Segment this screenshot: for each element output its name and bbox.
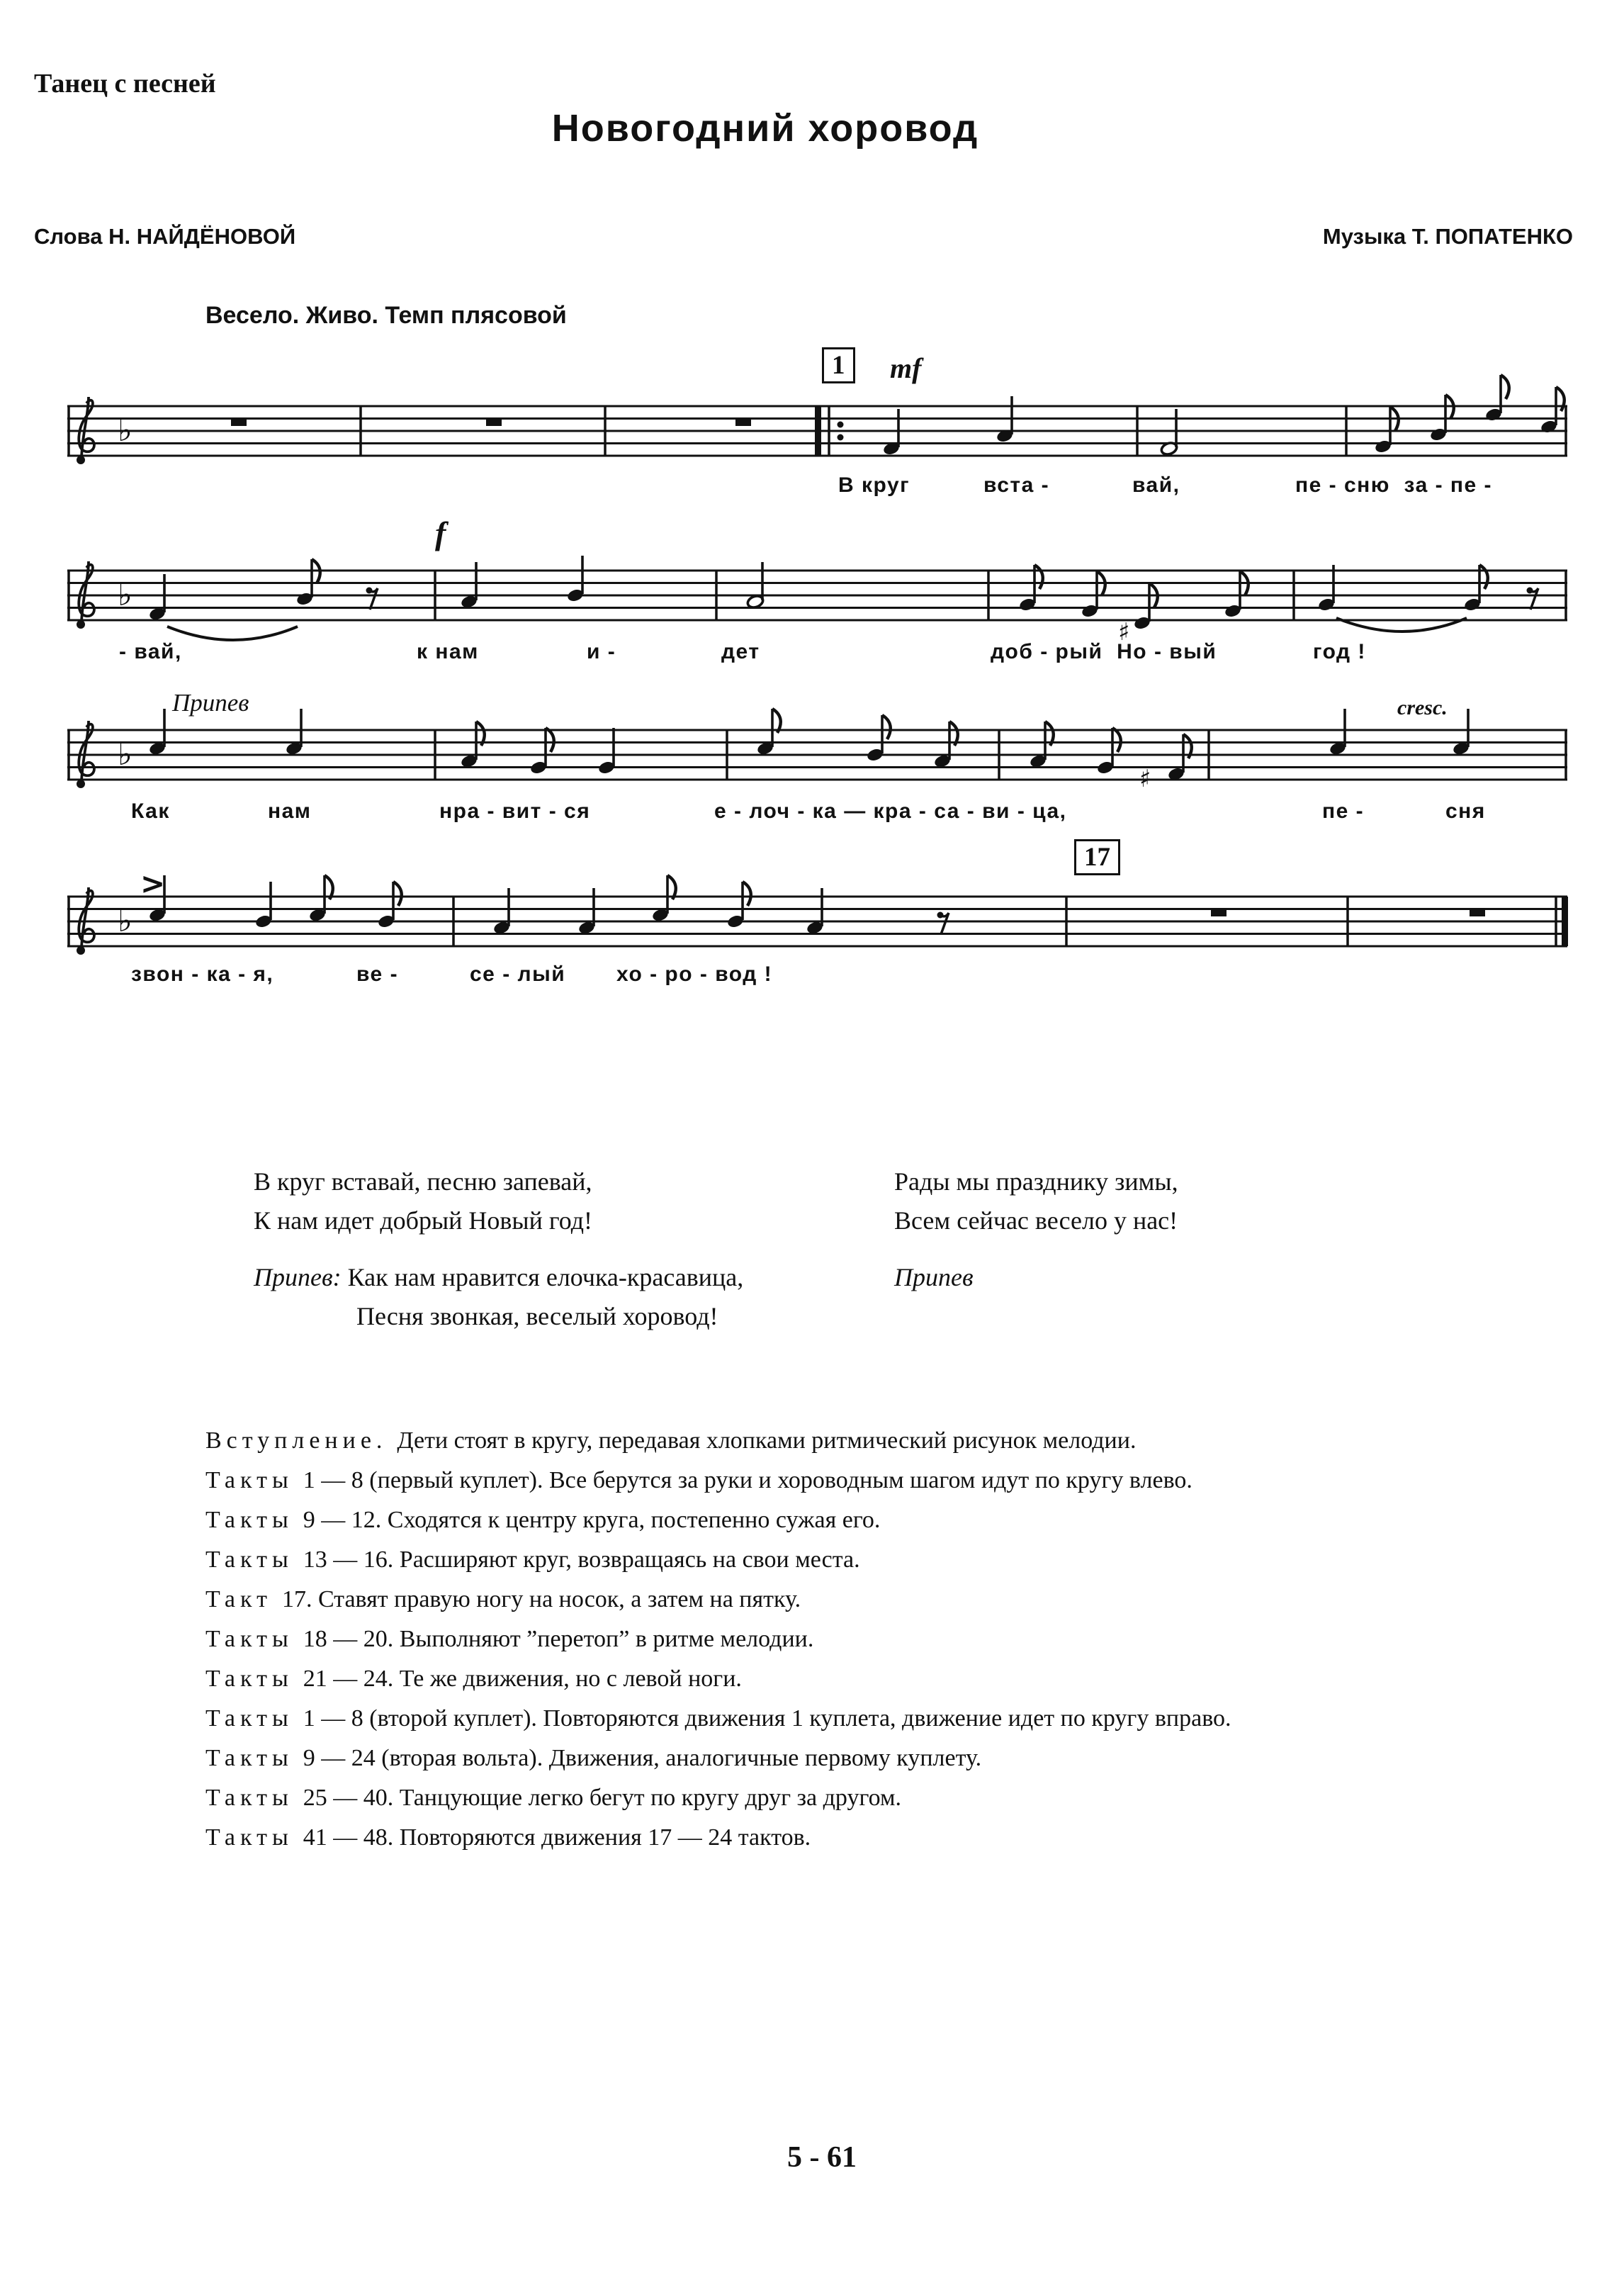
verse-2-right [894, 1162, 1178, 1240]
whole-rest-icon [735, 419, 751, 426]
whole-rest-icon [486, 419, 502, 426]
verse-line [254, 1258, 743, 1297]
lyric-syllable: пе - сню за - пе - [1295, 473, 1493, 497]
lyric-syllable: се - лый [470, 962, 566, 986]
dynamic-f: f [435, 515, 446, 551]
eighth-rest-icon [937, 912, 949, 935]
lyric-syllable: пе - [1322, 799, 1365, 823]
verse-line: В круг вставай, песню запевай, [254, 1167, 592, 1196]
lyric-syllable: звон - ка - я, [131, 962, 274, 986]
staff-2-notation [0, 503, 1624, 666]
instruction-line: Вступление. Дети стоят в кругу, передавая хлопками ритмический рисунок мелодии. [205, 1427, 1137, 1454]
refrain-label-right: Припев [894, 1263, 974, 1291]
dance-instructions [115, 1421, 1482, 1858]
instruction-line: Такт 17. Ставят правую ногу на носок, а затем на пятку. [205, 1586, 801, 1612]
flat-key-signature-icon: ♭ [118, 903, 132, 939]
staff-2-lines [67, 571, 1567, 620]
flat-key-signature-icon: ♭ [118, 577, 132, 613]
page-title: Новогодний хоровод [551, 107, 979, 150]
lyric-syllable: вста - [983, 473, 1050, 497]
verse-line: Песня звонкая, веселый хоровод! [356, 1302, 718, 1330]
lyric-syllable: ве - [356, 962, 399, 986]
eighth-rest-icon [366, 588, 378, 610]
instruction-line: Такты 1 — 8 (первый куплет). Все берутся за руки и хороводным шагом идут по кругу влево. [205, 1467, 1192, 1493]
refrain-section-label: Припев [172, 689, 249, 717]
instruction-line: Такты 9 — 12. Сходятся к центру круга, постепенно сужая его. [205, 1507, 881, 1533]
lyric-syllable: - вай, [119, 640, 182, 663]
tie-slur [167, 627, 298, 640]
lyric-syllable: нра - вит - ся [439, 799, 591, 823]
staff-4-notes [148, 875, 1485, 936]
rehearsal-mark-1: 1 [822, 347, 855, 383]
lyric-syllable: к нам [417, 640, 479, 663]
lyric-syllable: вай, [1132, 473, 1180, 497]
lyric-syllable: сня [1445, 799, 1486, 823]
tempo-marking: Весело. Живо. Темп плясовой [205, 302, 567, 329]
sharp-accidental-icon: ♯ [1118, 618, 1130, 646]
whole-rest-icon [1211, 909, 1227, 916]
accent-mark: > [140, 866, 166, 901]
rehearsal-mark-17: 17 [1074, 839, 1120, 875]
staff-3-lines [67, 730, 1567, 780]
lyric-syllable: доб - рый Но - вый [991, 640, 1217, 663]
staff-4-lines [67, 897, 1567, 946]
refrain-label: Припев: [254, 1263, 342, 1291]
whole-rest-icon [1470, 909, 1485, 916]
lyric-syllable: хо - ро - вод ! [616, 962, 773, 986]
instruction-line: Такты 41 — 48. Повторяются движения 17 — 24 тактов. [205, 1824, 811, 1851]
lyric-syllable: е - лоч - ка — кра - са - ви - ца, [714, 799, 1067, 823]
lyric-syllable: дет [721, 640, 760, 663]
lyric-syllable: и - [587, 640, 616, 663]
dynamic-mf: mf [890, 352, 922, 384]
sharp-accidental-icon: ♯ [1139, 765, 1151, 793]
lyric-syllable: нам [268, 799, 312, 823]
lyric-syllable: В круг [838, 473, 910, 497]
whole-rest-icon [231, 419, 247, 426]
instruction-line: Такты 21 — 24. Те же движения, но с левой ноги. [205, 1666, 742, 1692]
music-credit: Музыка Т. ПОПАТЕНКО [1322, 224, 1573, 249]
eighth-rest-icon [1527, 588, 1539, 610]
instruction-line: Такты 13 — 16. Расширяют круг, возвращаясь на свои места. [205, 1547, 860, 1573]
dynamic-crescendo: cresc. [1397, 696, 1448, 719]
staff-2-notes [148, 556, 1538, 646]
instruction-line: Такты 18 — 20. Выполняют ”перетоп” в ритме мелодии. [205, 1626, 814, 1652]
verse-line: Всем сейчас весело у нас! [894, 1206, 1178, 1235]
lyrics-credit: Слова Н. НАЙДЁНОВОЙ [34, 224, 296, 249]
genre-label: Танец с песней [34, 69, 216, 99]
verse-line: К нам идет добрый Новый год! [254, 1206, 593, 1235]
refrain-left [254, 1258, 743, 1336]
lyric-syllable: год ! [1313, 640, 1366, 663]
instruction-line: Такты 25 — 40. Танцующие легко бегут по кругу друг за другом. [205, 1785, 901, 1811]
lyric-syllable: Как [131, 799, 170, 823]
instruction-line: Такты 9 — 24 (вторая вольта). Движения, аналогичные первому куплету. [205, 1745, 982, 1771]
flat-key-signature-icon: ♭ [118, 412, 132, 449]
verse-line: Рады мы празднику зимы, [894, 1167, 1178, 1196]
refrain-text: Как нам нравится елочка-красавица, [347, 1263, 744, 1291]
flat-key-signature-icon: ♭ [118, 736, 132, 773]
verse-1-left [254, 1162, 592, 1240]
instruction-line: Такты 1 — 8 (второй куплет). Повторяются движения 1 куплета, движение идет по кругу вправо. [205, 1705, 1231, 1732]
page-number: 5 - 61 [787, 2141, 857, 2174]
